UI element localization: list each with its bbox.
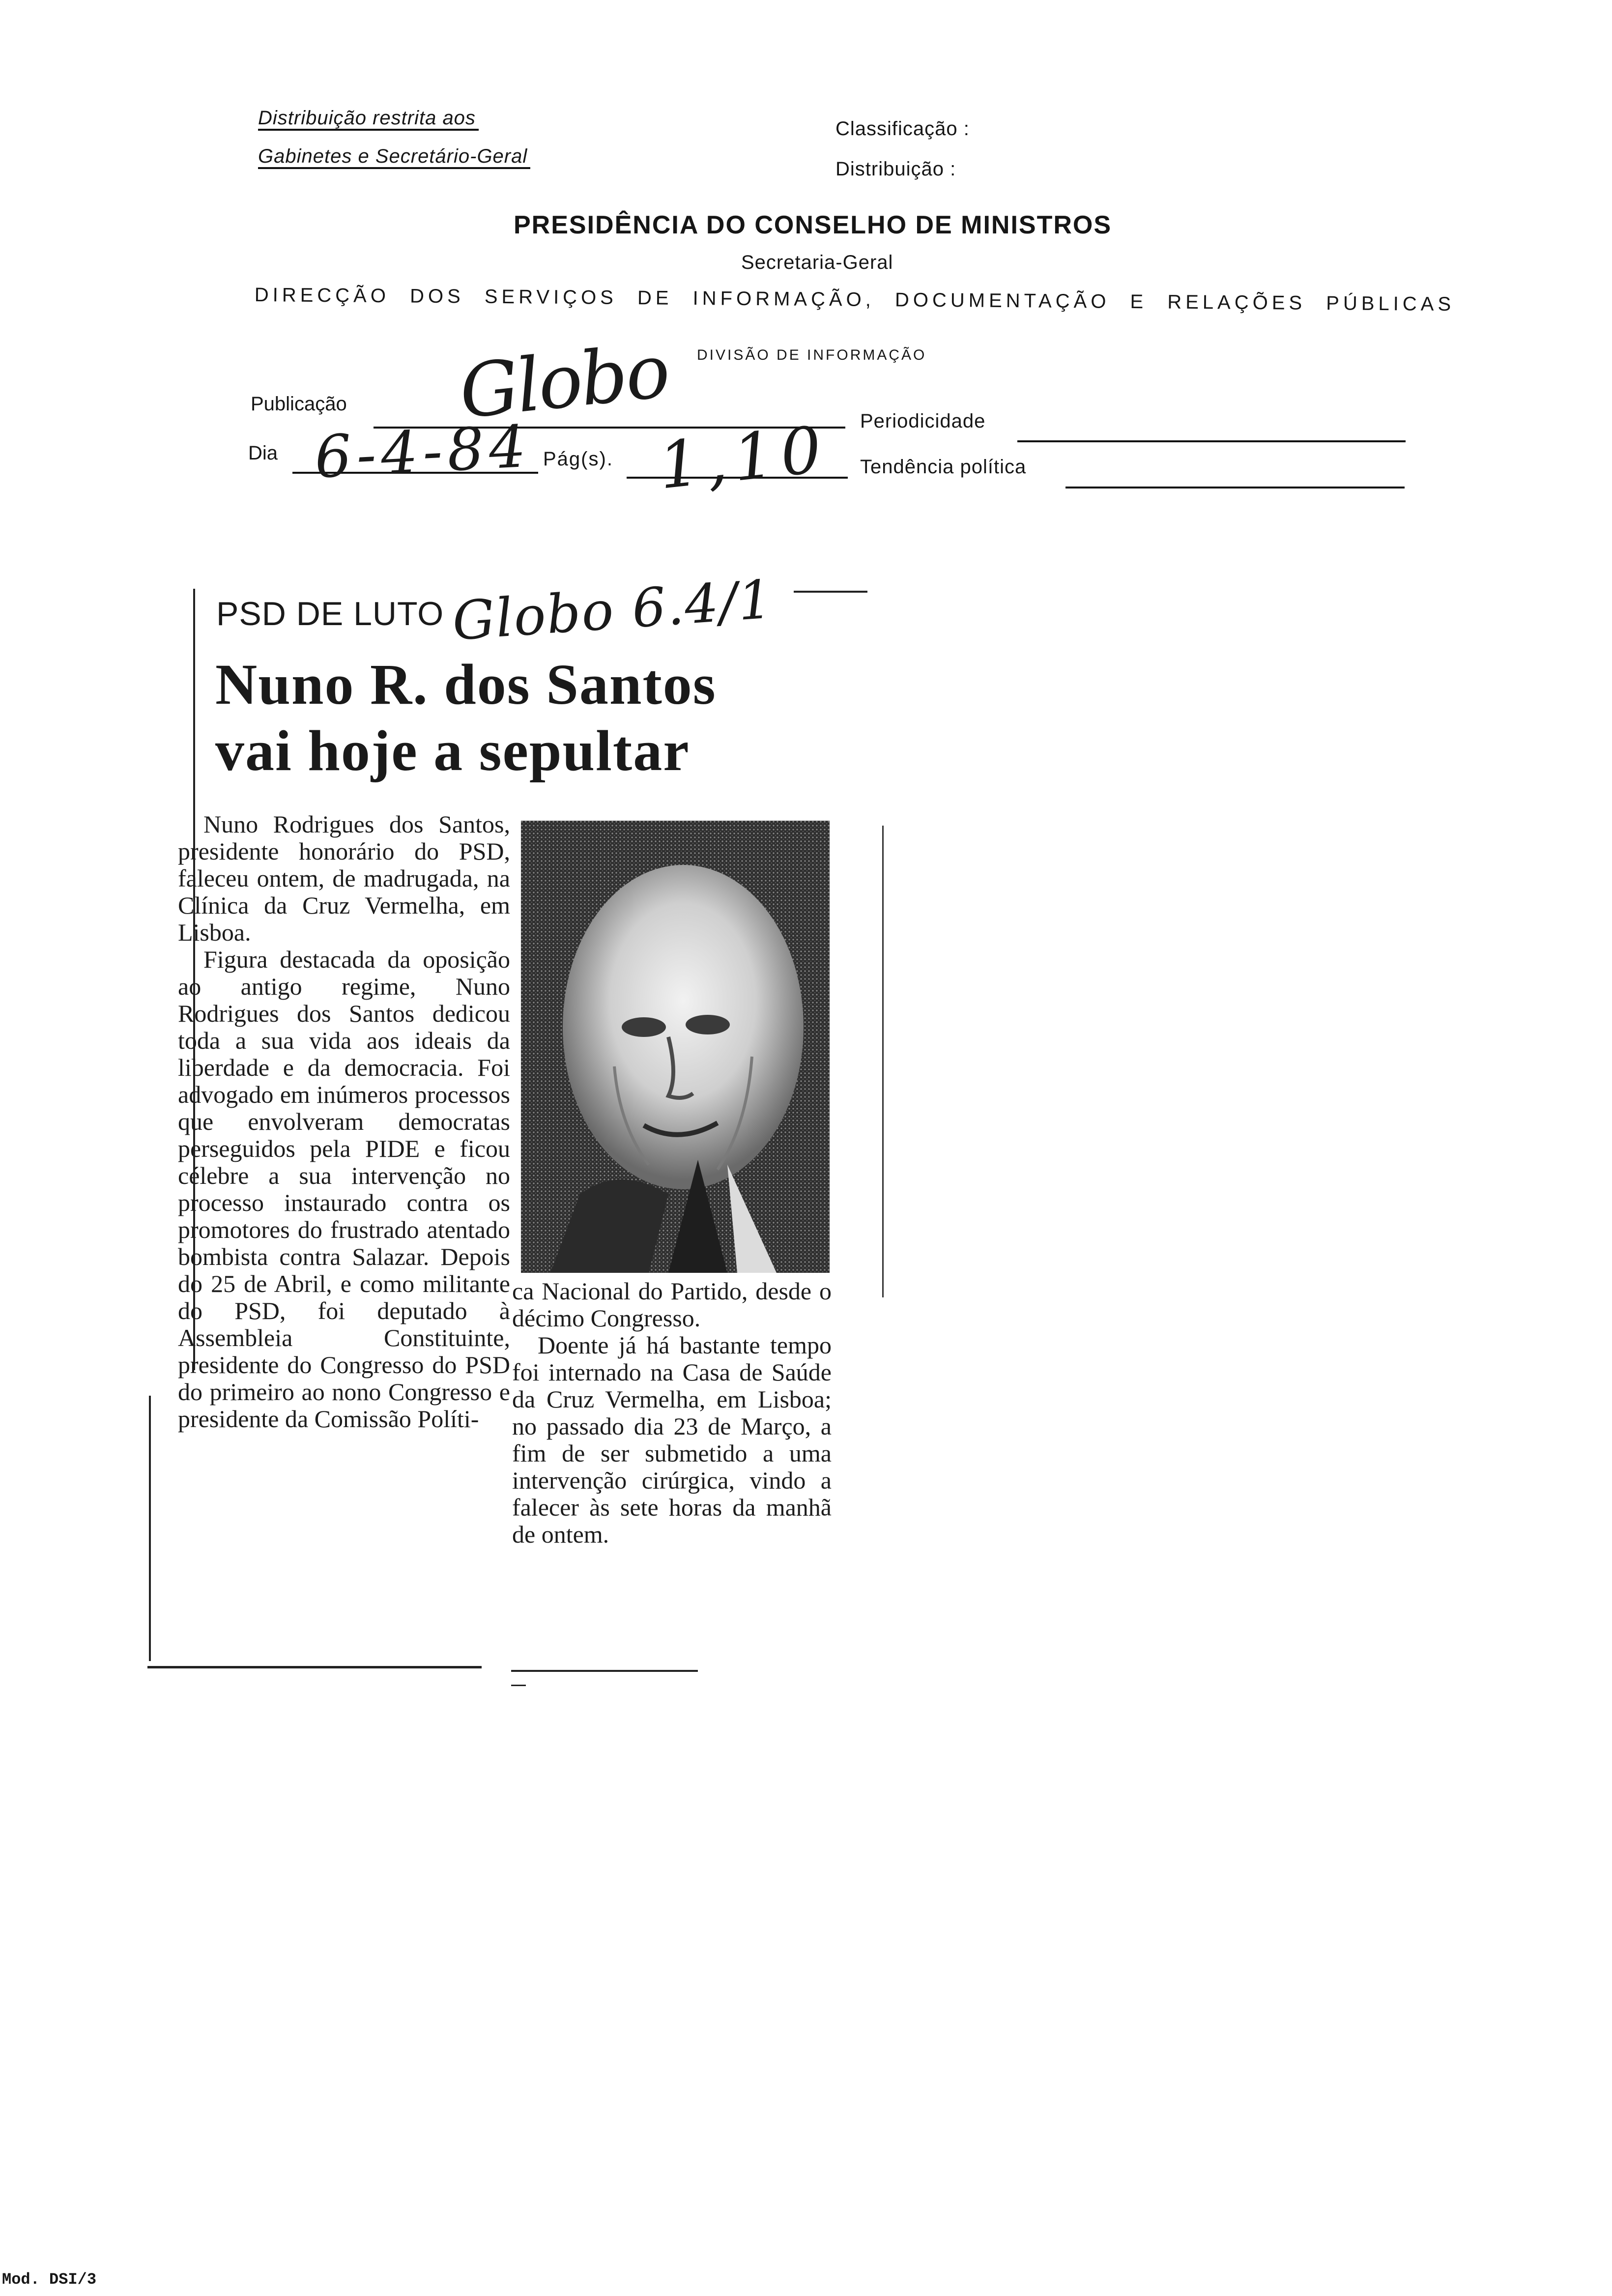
clipping-bottom-rule-left: [147, 1666, 482, 1668]
dia-label: Dia: [248, 442, 278, 464]
periodicidade-field-line: [1017, 440, 1406, 442]
tendencia-field-line: [1065, 487, 1405, 488]
restricted-distribution-line2: Gabinetes e Secretário-Geral: [258, 145, 530, 168]
restricted-distribution-line1: Distribuição restrita aos: [258, 107, 479, 129]
clipping-right-edge: [882, 826, 884, 1297]
divisao-line: DIVISÃO DE INFORMAÇÃO: [697, 347, 927, 363]
clipping-left-edge-lower: [149, 1396, 151, 1661]
secretaria-geral: Secretaria-Geral: [741, 252, 893, 273]
kicker: PSD DE LUTO: [216, 595, 444, 632]
col2-paragraph-1: ca Nacional do Partido, desde o décimo Congresso.: [512, 1277, 832, 1332]
dia-handwritten-value: 6-4-84: [313, 412, 533, 491]
article-column-1: [178, 811, 510, 1433]
periodicidade-label: Periodicidade: [860, 410, 986, 432]
clipping-bottom-rule-short: [511, 1685, 526, 1686]
col1-paragraph-1: Nuno Rodrigues dos Santos, presidente honorário do PSD, faleceu ontem, de madrugada, na Clínica da Cruz Vermelha, em Lisboa.: [178, 810, 510, 946]
clipping-top-right-rule: [794, 591, 867, 593]
tendencia-label: Tendência política: [860, 456, 1027, 478]
col2-paragraph-2: Doente já há bastante tempo foi internado na Casa de Saúde da Cruz Vermelha, em Lisboa; no passado dia 23 de Março, a fim de ser submetido a uma intervenção cirúrgica, vindo a falecer às sete horas da manhã de ontem.: [512, 1331, 832, 1548]
pag-label: Pág(s).: [543, 448, 613, 470]
clipping-bottom-rule-right: [511, 1670, 698, 1672]
handwritten-clipping-note: Globo 6.4/1: [450, 569, 775, 653]
article-column-2: [512, 1278, 832, 1548]
distribuicao-label: Distribuição :: [835, 158, 956, 180]
headline-line2: vai hoje a sepultar: [215, 718, 690, 783]
publicacao-handwritten-value: Globo: [456, 328, 672, 435]
headline-line1: Nuno R. dos Santos: [215, 652, 717, 717]
direccao-line: DIRECÇÃO DOS SERVIÇOS DE INFORMAÇÃO, DOCUMENTAÇÃO E RELAÇÕES PÚBLICAS: [254, 284, 1455, 316]
col1-paragraph-2: Figura destacada da oposição ao antigo regime, Nuno Rodrigues dos Santos dedicou toda a sua vida aos ideais da liberdade e da democracia. Foi advogado em inúmeros processos que envolveram democratas perseguidos pela PIDE e ficou célebre a sua intervenção no processo instaurado contra os promotores do frustrado atentado bombista contra Salazar. Depois do 25 de Abril, e como militante do PSD, foi deputado à Assembleia Constituinte, presidente do Congresso do PSD do primeiro ao nono Congresso e presidente da Comissão Políti-: [178, 946, 510, 1433]
portrait-photo: [521, 821, 830, 1273]
classificacao-label: Classificação :: [835, 118, 970, 140]
institution-title: PRESIDÊNCIA DO CONSELHO DE MINISTROS: [514, 211, 1112, 239]
publicacao-label: Publicação: [251, 393, 347, 415]
model-code: Mod. DSI/3: [2, 2270, 97, 2289]
pag-handwritten-value: 1,10: [655, 411, 832, 504]
